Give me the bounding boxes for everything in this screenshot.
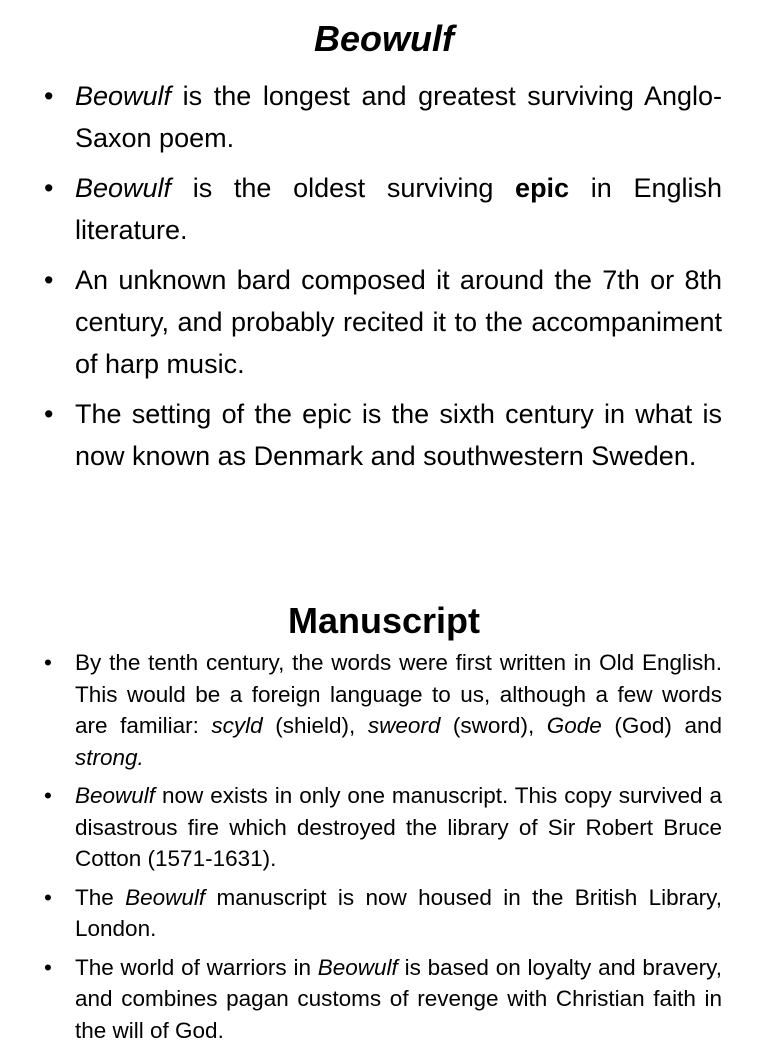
italic-word: strong. bbox=[75, 744, 144, 770]
list-item-text: (God) and bbox=[601, 713, 722, 738]
list-item-text: now exists in only one manuscript. This copy survived a disastrous fire which destroyed the library of Sir Robert Bruce Cotton (1571-1631). bbox=[75, 783, 722, 871]
list-item-text: is the oldest surviving bbox=[171, 173, 516, 203]
italic-word: Gode bbox=[546, 713, 602, 738]
list-item-text: By the tenth century, the words were first written in Old English. This would be a foreign language to us, although a few words are familiar: bbox=[75, 650, 722, 738]
list-item-text: in English literature. bbox=[75, 173, 722, 245]
list-item bbox=[0, 259, 768, 385]
list-item bbox=[0, 780, 768, 875]
list-item-text: is based on loyalty and bravery, and combines pagan customs of revenge with Christian faith in the will of God. bbox=[75, 954, 723, 1043]
list-item-text: An unknown bard composed it around the 7th or 8th century, and probably recited it to the accompaniment of harp music. bbox=[75, 265, 722, 379]
beowulf-bullet-list bbox=[0, 75, 768, 485]
italic-word: sweord bbox=[367, 713, 441, 738]
italic-title: Beowulf bbox=[317, 954, 398, 980]
italic-word: scyld bbox=[211, 713, 263, 738]
list-item bbox=[0, 393, 768, 477]
bullet-icon: • bbox=[44, 954, 52, 980]
section-title-beowulf: Beowulf bbox=[314, 18, 454, 59]
list-item-text: (shield), bbox=[262, 713, 368, 738]
bullet-icon: • bbox=[44, 173, 54, 203]
list-item-text: The bbox=[75, 884, 126, 910]
italic-title: Beowulf bbox=[75, 81, 172, 111]
italic-title: Beowulf bbox=[75, 173, 172, 203]
list-item bbox=[0, 882, 768, 945]
italic-title: Beowulf bbox=[125, 884, 206, 910]
bullet-icon: • bbox=[44, 884, 52, 910]
list-item-text: The setting of the epic is the sixth century in what is now known as Denmark and southwestern Sweden. bbox=[75, 399, 722, 471]
bullet-icon: • bbox=[44, 650, 52, 675]
manuscript-bullet-list bbox=[0, 647, 768, 1053]
list-item-text: The world of warriors in bbox=[75, 954, 318, 980]
list-item bbox=[0, 167, 768, 251]
list-item-text: is the longest and greatest surviving Anglo-Saxon poem. bbox=[75, 81, 722, 153]
list-item bbox=[0, 75, 768, 159]
list-item bbox=[0, 647, 768, 773]
list-item-text: (sword), bbox=[440, 713, 547, 738]
section-title-manuscript: Manuscript bbox=[287, 600, 481, 641]
bullet-icon: • bbox=[44, 783, 52, 808]
bullet-icon: • bbox=[44, 265, 54, 295]
list-item bbox=[0, 952, 768, 1047]
italic-title: Beowulf bbox=[75, 783, 156, 808]
bullet-icon: • bbox=[44, 81, 54, 111]
bullet-icon: • bbox=[44, 399, 54, 429]
list-item-text: manuscript is now housed in the British Library, London. bbox=[75, 884, 722, 941]
bold-term: epic bbox=[515, 173, 570, 203]
